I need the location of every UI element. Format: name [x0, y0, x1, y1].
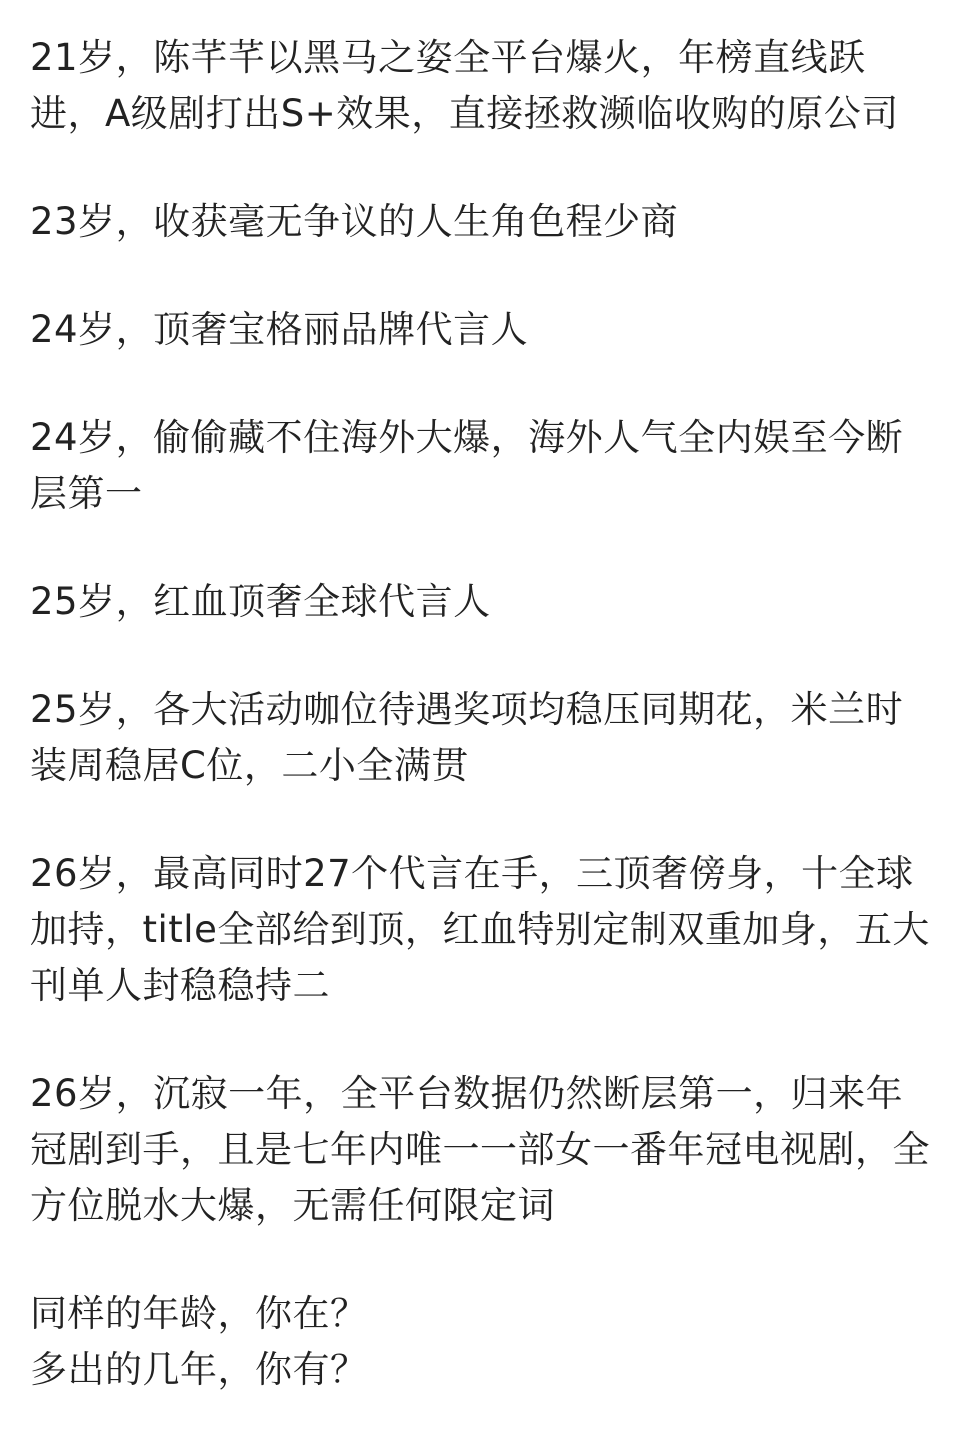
closing-question: 同样的年龄，你在？ 多出的几年，你有？: [30, 1292, 368, 1391]
clipped-top-line: [170, 0, 300, 4]
paragraph-age-23: 23岁，收获毫无争议的人生角色程少商: [30, 200, 679, 243]
clipped-line-fragment: [170, 0, 300, 4]
paragraph-age-26-comeback: 26岁，沉寂一年，全平台数据仍然断层第一，归来年冠剧到手，且是七年内唯一一部女一番年冠电视剧，全方位脱水大爆，无需任何限定词: [30, 1072, 930, 1227]
paragraph-age-26-endorsements: 26岁，最高同时27个代言在手，三顶奢傍身，十全球加持，title全部给到顶，红血特别定制双重加身，五大刊单人封稳稳持二: [30, 852, 930, 1007]
paragraph-age-24-bulgari: 24岁，顶奢宝格丽品牌代言人: [30, 308, 529, 351]
paragraph-age-25-events: 25岁，各大活动咖位待遇奖项均稳压同期花，米兰时装周稳居C位，二小全满贯: [30, 688, 904, 787]
paragraph-age-24-overseas: 24岁，偷偷藏不住海外大爆，海外人气全内娱至今断层第一: [30, 416, 904, 515]
paragraph-age-25-global: 25岁，红血顶奢全球代言人: [30, 580, 491, 623]
post-body: [30, 30, 930, 1398]
paragraph-age-21: 21岁，陈芊芊以黑马之姿全平台爆火，年榜直线跃进，A级剧打出S+效果，直接拯救濒临收购的原公司: [30, 36, 899, 135]
